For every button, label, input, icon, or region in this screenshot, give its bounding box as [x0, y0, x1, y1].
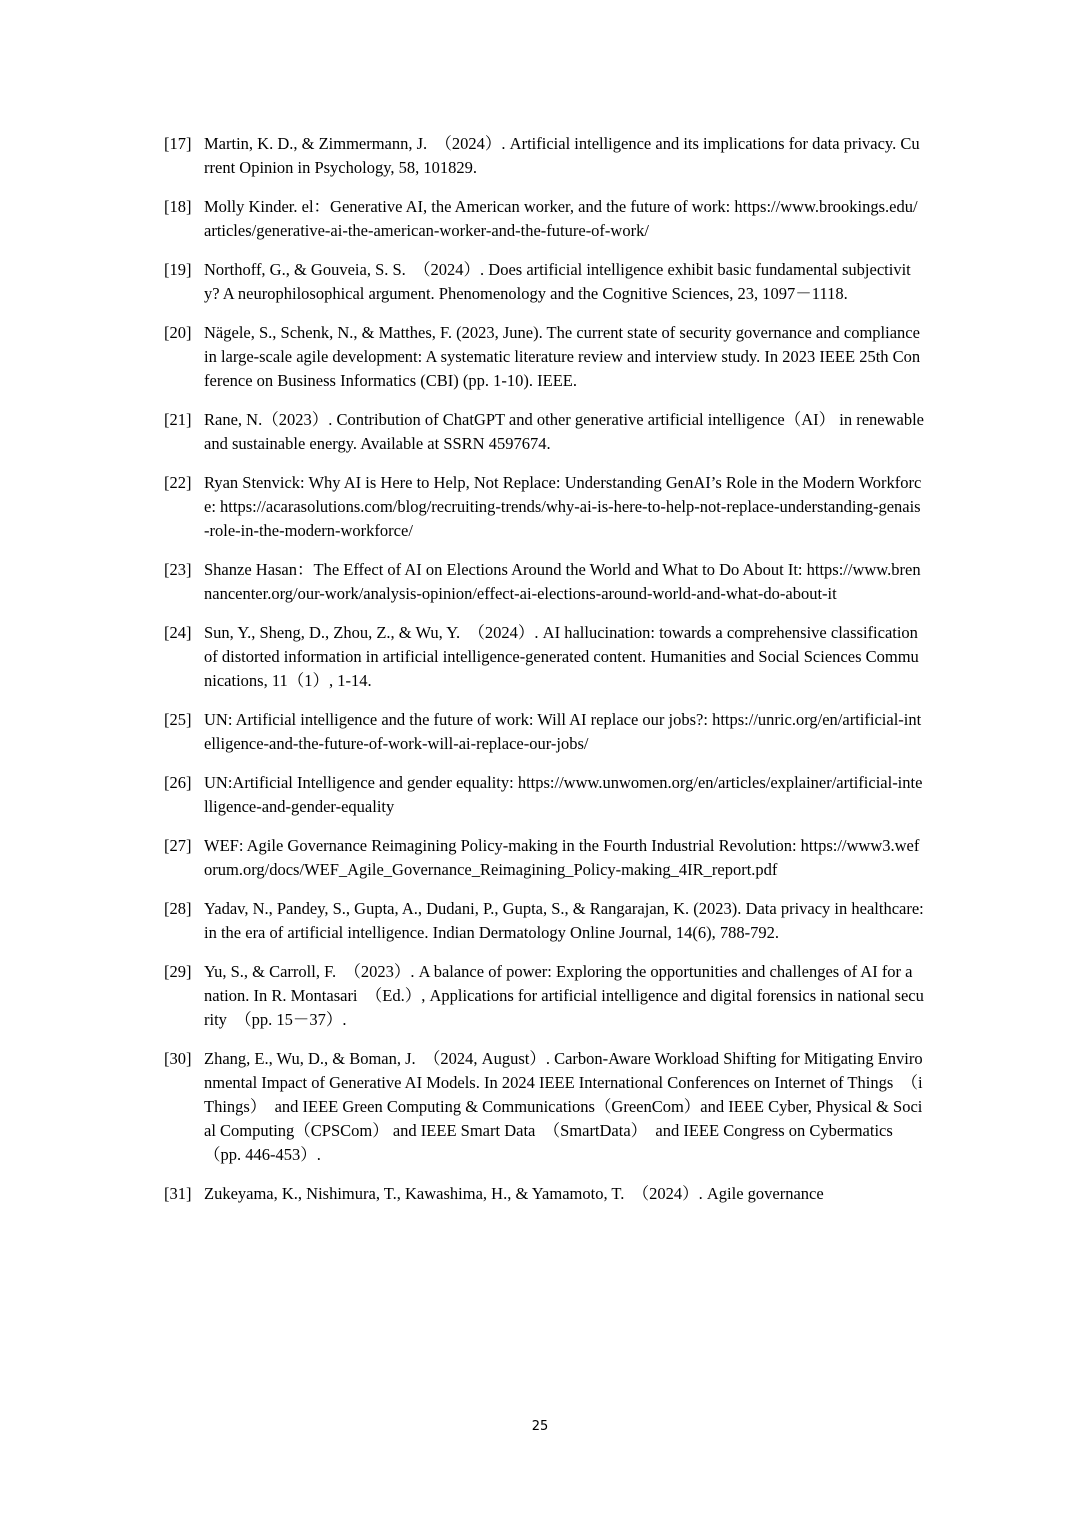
reference-number: [24]	[164, 623, 192, 642]
reference-number: [27]	[164, 836, 192, 855]
reference-text: Zukeyama, K., Nishimura, T., Kawashima, H., & Yamamoto, T. （2024）. Agile governance	[204, 1184, 824, 1203]
reference-text: Shanze Hasan：The Effect of AI on Elections Around the World and What to Do About It: https://www.brennancenter.org/our-work/analysis-opinion/effect-ai-elections-around-world-and-what-do-about-it	[204, 560, 921, 603]
reference-item	[164, 1182, 924, 1206]
page-number: 25	[531, 1419, 549, 1434]
reference-text: UN: Artificial intelligence and the future of work: Will AI replace our jobs?: https://unric.org/en/artificial-intelligence-and-the-future-of-work-will-ai-replace-our-jobs/	[204, 710, 922, 753]
reference-number: [20]	[164, 323, 192, 342]
reference-item	[164, 621, 924, 693]
reference-number: [22]	[164, 473, 192, 492]
reference-item	[164, 195, 924, 243]
reference-text: Yadav, N., Pandey, S., Gupta, A., Dudani, P., Gupta, S., & Rangarajan, K. (2023). Data privacy in healthcare: in the era of artificial intelligence. Indian Dermatology Online Journal, 14(6), 788-792.	[204, 899, 924, 942]
reference-item	[164, 897, 924, 945]
reference-text: UN:Artificial Intelligence and gender equality: https://www.unwomen.org/en/articles/explainer/artificial-intelligence-and-gender-equality	[204, 773, 923, 816]
reference-item	[164, 132, 924, 180]
reference-number: [18]	[164, 197, 192, 216]
reference-item	[164, 258, 924, 306]
reference-number: [28]	[164, 899, 192, 918]
reference-number: [29]	[164, 962, 192, 981]
reference-text: Sun, Y., Sheng, D., Zhou, Z., & Wu, Y. （2024）. AI hallucination: towards a comprehensive classification of distorted information in artificial intelligence-generated content. Humanities and Social Sciences Communications, 11（1）, 1-14.	[204, 623, 919, 690]
reference-text: Zhang, E., Wu, D., & Boman, J. （2024, August）. Carbon-Aware Workload Shifting for Mitigating Environmental Impact of Generative AI Models. In 2024 IEEE International Conferences on Internet of Things （iThings） and IEEE Green Computing & Communications（GreenCom）and IEEE Cyber, Physical & Social Computing（CPSCom） and IEEE Smart Data （SmartData） and IEEE Congress on Cybermatics （pp. 446-453）.	[204, 1049, 923, 1164]
reference-text: Martin, K. D., & Zimmermann, J. （2024）. Artificial intelligence and its implications for data privacy. Current Opinion in Psychology, 58, 101829.	[204, 134, 920, 177]
reference-number: [30]	[164, 1049, 192, 1068]
reference-list	[164, 132, 924, 1221]
reference-item	[164, 834, 924, 882]
reference-text: Molly Kinder. el：Generative AI, the American worker, and the future of work: https://www.brookings.edu/articles/generative-ai-the-american-worker-and-the-future-of-work/	[204, 197, 918, 240]
reference-number: [19]	[164, 260, 192, 279]
reference-text: WEF: Agile Governance Reimagining Policy-making in the Fourth Industrial Revolution: https://www3.weforum.org/docs/WEF_Agile_Governance_Reimagining_Policy-making_4IR_report.pdf	[204, 836, 920, 879]
reference-item	[164, 321, 924, 393]
reference-text: Northoff, G., & Gouveia, S. S. （2024）. Does artificial intelligence exhibit basic fundamental subjectivity? A neurophilosophical argument. Phenomenology and the Cognitive Sciences, 23, 1097－1118.	[204, 260, 911, 303]
reference-text: Nägele, S., Schenk, N., & Matthes, F. (2023, June). The current state of security governance and compliance in large-scale agile development: A systematic literature review and interview study. In 2023 IEEE 25th Conference on Business Informatics (CBI) (pp. 1-10). IEEE.	[204, 323, 921, 390]
reference-item	[164, 558, 924, 606]
reference-item	[164, 1047, 924, 1167]
reference-item	[164, 471, 924, 543]
reference-number: [21]	[164, 410, 192, 429]
reference-text: Yu, S., & Carroll, F. （2023）. A balance of power: Exploring the opportunities and challenges of AI for a nation. In R. Montasari （Ed.）, Applications for artificial intelligence and digital forensics in national security （pp. 15－37）.	[204, 962, 924, 1029]
reference-number: [23]	[164, 560, 192, 579]
reference-text: Rane, N.（2023）. Contribution of ChatGPT and other generative artificial intelligence（AI） in renewable and sustainable energy. Available at SSRN 4597674.	[204, 410, 924, 453]
reference-item	[164, 408, 924, 456]
reference-number: [17]	[164, 134, 192, 153]
reference-number: [26]	[164, 773, 192, 792]
reference-number: [25]	[164, 710, 192, 729]
reference-item	[164, 771, 924, 819]
reference-item	[164, 708, 924, 756]
reference-item	[164, 960, 924, 1032]
reference-text: Ryan Stenvick: Why AI is Here to Help, Not Replace: Understanding GenAI’s Role in the Modern Workforce: https://acarasolutions.com/blog/recruiting-trends/why-ai-is-here-to-help-not-replace-understanding-genais-role-in-the-modern-workforce/	[204, 473, 922, 540]
reference-number: [31]	[164, 1184, 192, 1203]
